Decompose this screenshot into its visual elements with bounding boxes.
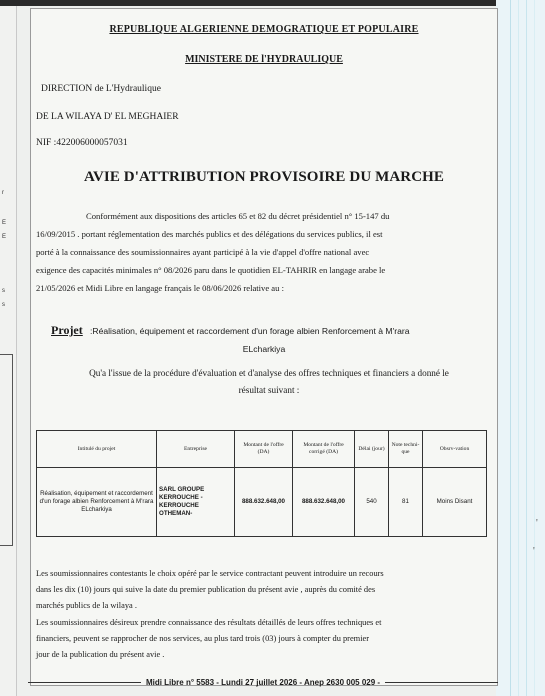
left-fragment-char: r	[2, 190, 4, 196]
body-line: 21/05/2026 et Midi Libre en langage français le 08/06/2026 relative au :	[36, 283, 284, 293]
col-header: Note techni-que	[389, 431, 423, 468]
margin-line	[510, 0, 511, 696]
footer-rule	[28, 682, 141, 683]
notice-document	[30, 8, 498, 686]
notice-line: jour de la publication du présent avie .	[36, 650, 165, 660]
cell-delai: 540	[355, 468, 389, 537]
results-table	[36, 430, 487, 537]
page-title: AVIE D'ATTRIBUTION PROVISOIRE DU MARCHE	[83, 169, 445, 185]
body-line: 16/09/2015 . portant réglementation des marchés publics et des délégations du services publics, il est	[36, 229, 383, 239]
body-line: exigence des capacités minimales n° 08/2026 paru dans le quotidien EL-TAHRIR en langage arabe le	[36, 265, 386, 275]
col-header: Délai (jour)	[355, 431, 389, 468]
page-margin-right	[496, 0, 545, 696]
margin-line	[526, 0, 527, 696]
adjacent-column-fragment	[0, 6, 17, 696]
projet-text-cont: ELcharkiya	[242, 344, 286, 354]
col-header: Intitulé du projet	[37, 431, 157, 468]
cell-observation: Moins Disant	[423, 468, 487, 537]
footer-rule	[385, 682, 498, 683]
body-line: Conformément aux dispositions des articles 65 et 82 du décret présidentiel n° 15-147 du	[86, 211, 390, 221]
notice-line: marchés publics de la wilaya .	[36, 601, 137, 611]
margin-line	[518, 0, 519, 696]
body-line: porté à la connaissance des soumissionnaires ayant participé à la vie d'appel d'offre national avec	[36, 247, 370, 257]
projet-label: Projet	[51, 323, 83, 337]
table-row	[37, 468, 487, 537]
direction-line: DIRECTION de L'Hydraulique	[41, 84, 161, 94]
wilaya-line: DE LA WILAYA D' EL MEGHAIER	[36, 112, 179, 122]
cell-entreprise: SARL GROUPE KERROUCHE - KERROUCHE OTHEMAN-	[157, 468, 235, 537]
issue-line: Qu'a l'issue de la procédure d'évaluation et d'analyse des offres techniques et financiers a donné le	[89, 368, 449, 378]
col-header: Montant de l'offre corrigé (DA)	[293, 431, 355, 468]
table-header-row	[37, 431, 487, 468]
ministry-header: MINISTERE DE l'HYDRAULIQUE	[185, 54, 343, 65]
cell-note: 81	[389, 468, 423, 537]
col-header: Obsrv-vation	[423, 431, 487, 468]
margin-mark: '	[533, 546, 535, 557]
left-fragment-char: s	[2, 302, 5, 308]
notice-line: dans les dix (10) jours qui suive la date du premier publication du présent avie , auprès du comité des	[36, 585, 376, 595]
margin-mark: '	[536, 518, 538, 529]
cell-montant-corrige: 888.632.648,00	[293, 468, 355, 537]
notice-line: Les soumissionnaires contestants le choix opéré par le service contractant peuvent introduire un recours	[36, 569, 384, 578]
notice-paragraph	[36, 566, 488, 663]
col-header: Entreprise	[157, 431, 235, 468]
cell-projet: Réalisation, équipement et raccordement d'un forage albien Renforcement à M'rara ELcharkiya	[37, 468, 157, 537]
margin-line	[534, 0, 535, 696]
left-fragment-char: E	[2, 220, 7, 226]
left-fragment-char: s	[2, 288, 5, 294]
projet-text: :Réalisation, équipement et raccordement d'un forage albien Renforcement à M'rara	[90, 326, 410, 336]
republic-header: REPUBLIQUE ALGERIENNE DEMOGRATIQUE ET POPULAIRE	[109, 24, 419, 35]
footer-text: Midi Libre n° 5583 - Lundi 27 juillet 2026 - Anep 2630 005 029 -	[145, 678, 381, 687]
notice-line: Les soumissionnaires désireux prendre connaissance des résultats détaillés de leurs offres techniques et	[36, 617, 382, 627]
left-fragment-box	[0, 354, 13, 546]
page-footer	[28, 678, 498, 687]
page-top-border	[0, 0, 496, 6]
issue-line: résultat suivant :	[238, 385, 300, 395]
issue-paragraph	[51, 365, 487, 399]
col-header: Montant de l'offre (DA)	[235, 431, 293, 468]
left-fragment-char: E	[2, 234, 7, 240]
nif-line: NIF :422006000057031	[36, 138, 128, 148]
notice-line: financiers, peuvent se rapprocher de nos services, au plus tard trois (03) jours à compter du premier	[36, 633, 370, 643]
cell-montant: 888.632.648,00	[235, 468, 293, 537]
